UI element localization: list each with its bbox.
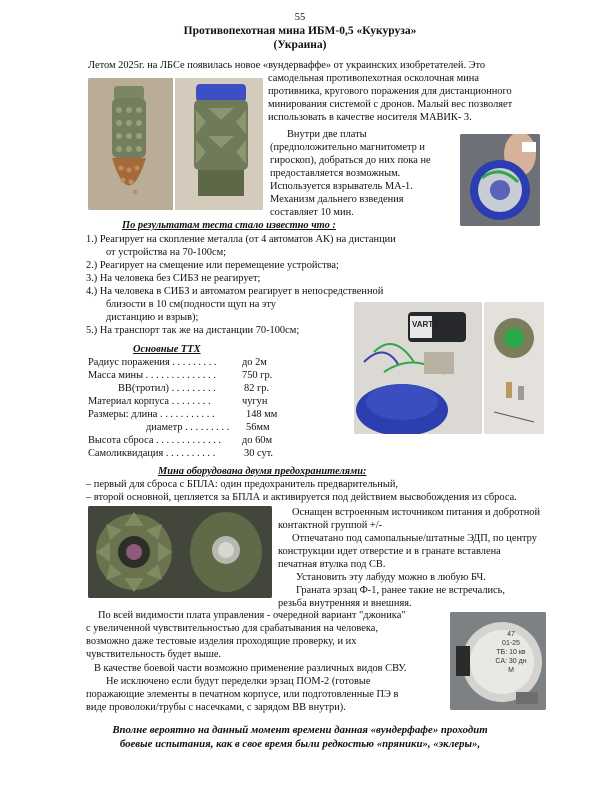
intro-line: самодельная противопехотная осколочная мина [268, 73, 479, 84]
test-item: от устройства на 70-100см; [106, 247, 227, 258]
intro-line: использовать в качестве носителя МАВИК- 3. [268, 112, 472, 123]
mid-line: Установить эту лабуду можно в любую БЧ. [296, 572, 486, 583]
boards-line: предоставляется возможным. [270, 168, 401, 179]
sticker-line: М [508, 667, 514, 674]
test-item: 3.) На человека без СИБЗ не реагирует; [86, 273, 261, 284]
ttx-heading: Основные ТТХ [133, 344, 201, 355]
boards-line: гироскоп), добраться до них пока не [270, 155, 431, 166]
ttx-label: Материал корпуса . . . . . . . . [88, 396, 211, 407]
mid-line: Граната эрзац Ф-1, ранее такие не встречались, [296, 585, 506, 596]
ttx-value: 56мм [246, 422, 270, 433]
boards-line: (предположительно магнитометр и [270, 142, 425, 153]
ttx-label: Радиус поражения . . . . . . . . . [88, 357, 217, 368]
mid-line: контактной группой +/- [278, 520, 383, 531]
ttx-value: до 60м [242, 435, 273, 446]
timer-sticker [488, 630, 534, 675]
sticker-line: ТБ: 10 кв [496, 649, 526, 656]
ttx-value: 148 мм [246, 409, 278, 420]
lower-line: виде проволоки/трубы с насечками, с зарядом ВВ внутри). [86, 702, 346, 713]
intro-line: противника, кругового поражения для дистанционного [268, 86, 512, 97]
lower-line: По всей видимости плата управления - очередной вариант "джоника" [98, 610, 406, 621]
lower-line: В качестве боевой части возможно применение различных видов СВУ. [94, 663, 407, 674]
photo-parts [484, 302, 544, 434]
intro-line: Летом 2025г. на ЛБСе появилась новое «вундерваффе» от украинских изобретателей. Это [88, 60, 486, 71]
ttx-value: до 2м [242, 357, 267, 368]
boards-line: Используется взрыватель МА-1. [270, 181, 413, 192]
test-heading: По результатам теста стало известно что : [122, 220, 336, 231]
ttx-value: чугун [242, 396, 268, 407]
test-item: 2.) Реагирует на смещение или перемещение устройства; [86, 260, 339, 271]
fuses-line: – второй основной, цепляется за БПЛА и активируется под действием высвобождения из сброса. [86, 492, 517, 503]
ttx-value: 82 гр. [244, 383, 270, 394]
test-item: близости в 10 см(подности щуп на эту [106, 299, 276, 310]
test-item: дистанцию и взрыв); [106, 312, 199, 323]
photo-grenade-parts [88, 506, 272, 598]
ttx-label: Высота сброса . . . . . . . . . . . . . [88, 435, 222, 446]
sticker-line: 47 [507, 631, 515, 638]
ttx-label: Масса мины . . . . . . . . . . . . . . [88, 370, 216, 381]
lower-line: с увеличенной чувствительностью для срабатывания на человека, [86, 623, 378, 634]
mid-line: печатная втулка под СВ. [278, 559, 386, 570]
lower-line: возможно даже тестовые изделия проходящие проверку, и их [86, 636, 357, 647]
boards-line: составляет 10 мин. [270, 207, 354, 218]
photo-timer-module [450, 612, 546, 710]
lower-line: Не исключено если будут переделки эрзац ПОМ-2 (готовые [106, 676, 371, 687]
sticker-line: 01-25 [502, 640, 520, 647]
intro-line: минирования системой с дронов. Малый вес позволяет [268, 99, 513, 110]
ttx-label: Размеры: длина . . . . . . . . . . . [88, 409, 215, 420]
conclusion-line: Вполне вероятно на данный момент времени данная «вундерфафе» проходит [112, 724, 488, 736]
page-subtitle: (Украина) [273, 39, 327, 51]
ttx-value: 750 гр. [242, 370, 273, 381]
ttx-label: диаметр . . . . . . . . . [146, 422, 230, 433]
ttx-value: 30 сут. [244, 448, 274, 459]
photo-mine-exterior [88, 78, 263, 210]
boards-line: Внутри две платы [287, 129, 367, 140]
ttx-label: Самоликвидация . . . . . . . . . . [88, 448, 216, 459]
mid-line: Оснащен встроенным источником питания и добротной [292, 507, 541, 518]
mid-line: резьба внутренняя и внешняя. [278, 598, 412, 609]
ttx-label: ВВ(тротил) . . . . . . . . . [118, 383, 216, 394]
test-item: 1.) Реагирует на скопление металла (от 4 автоматов АК) на дистанции [86, 234, 396, 245]
page-number: 55 [294, 12, 306, 23]
test-item: 4.) На человека в СИБЗ и автоматом реагирует в непосредственной [86, 286, 384, 297]
fuses-line: – первый для сброса с БПЛА: один предохранитель предварительный, [86, 479, 398, 490]
sticker-line: СА: 30 дн [495, 658, 527, 665]
conclusion-line: боевые испытания, как в свое время были редкостью «пряники», «эклеры», [119, 738, 481, 750]
page-title: Противопехотная мина ИБМ-0,5 «Кукуруза» [183, 25, 417, 37]
fuses-heading: Мина оборудована двумя предохранителями: [158, 466, 367, 477]
boards-line: Механизм дальнего взведения [270, 194, 404, 205]
mid-line: конструкции идет отверстие и в гранате вставлена [278, 546, 501, 557]
mid-line: Отпечатано под самопальные/штатные ЭДП, по центру [292, 533, 537, 544]
battery-label: VARTA [412, 320, 439, 329]
lower-line: поражающие элементы в печатном корпусе, или подготовленные ПЭ в [86, 689, 399, 700]
lower-line: чувствительность будет выше. [86, 649, 222, 660]
photo-mine-in-hand [460, 134, 540, 226]
test-item: 5.) На транспорт так же на дистанции 70-100см; [86, 325, 300, 336]
photo-mine-opened [354, 302, 482, 434]
